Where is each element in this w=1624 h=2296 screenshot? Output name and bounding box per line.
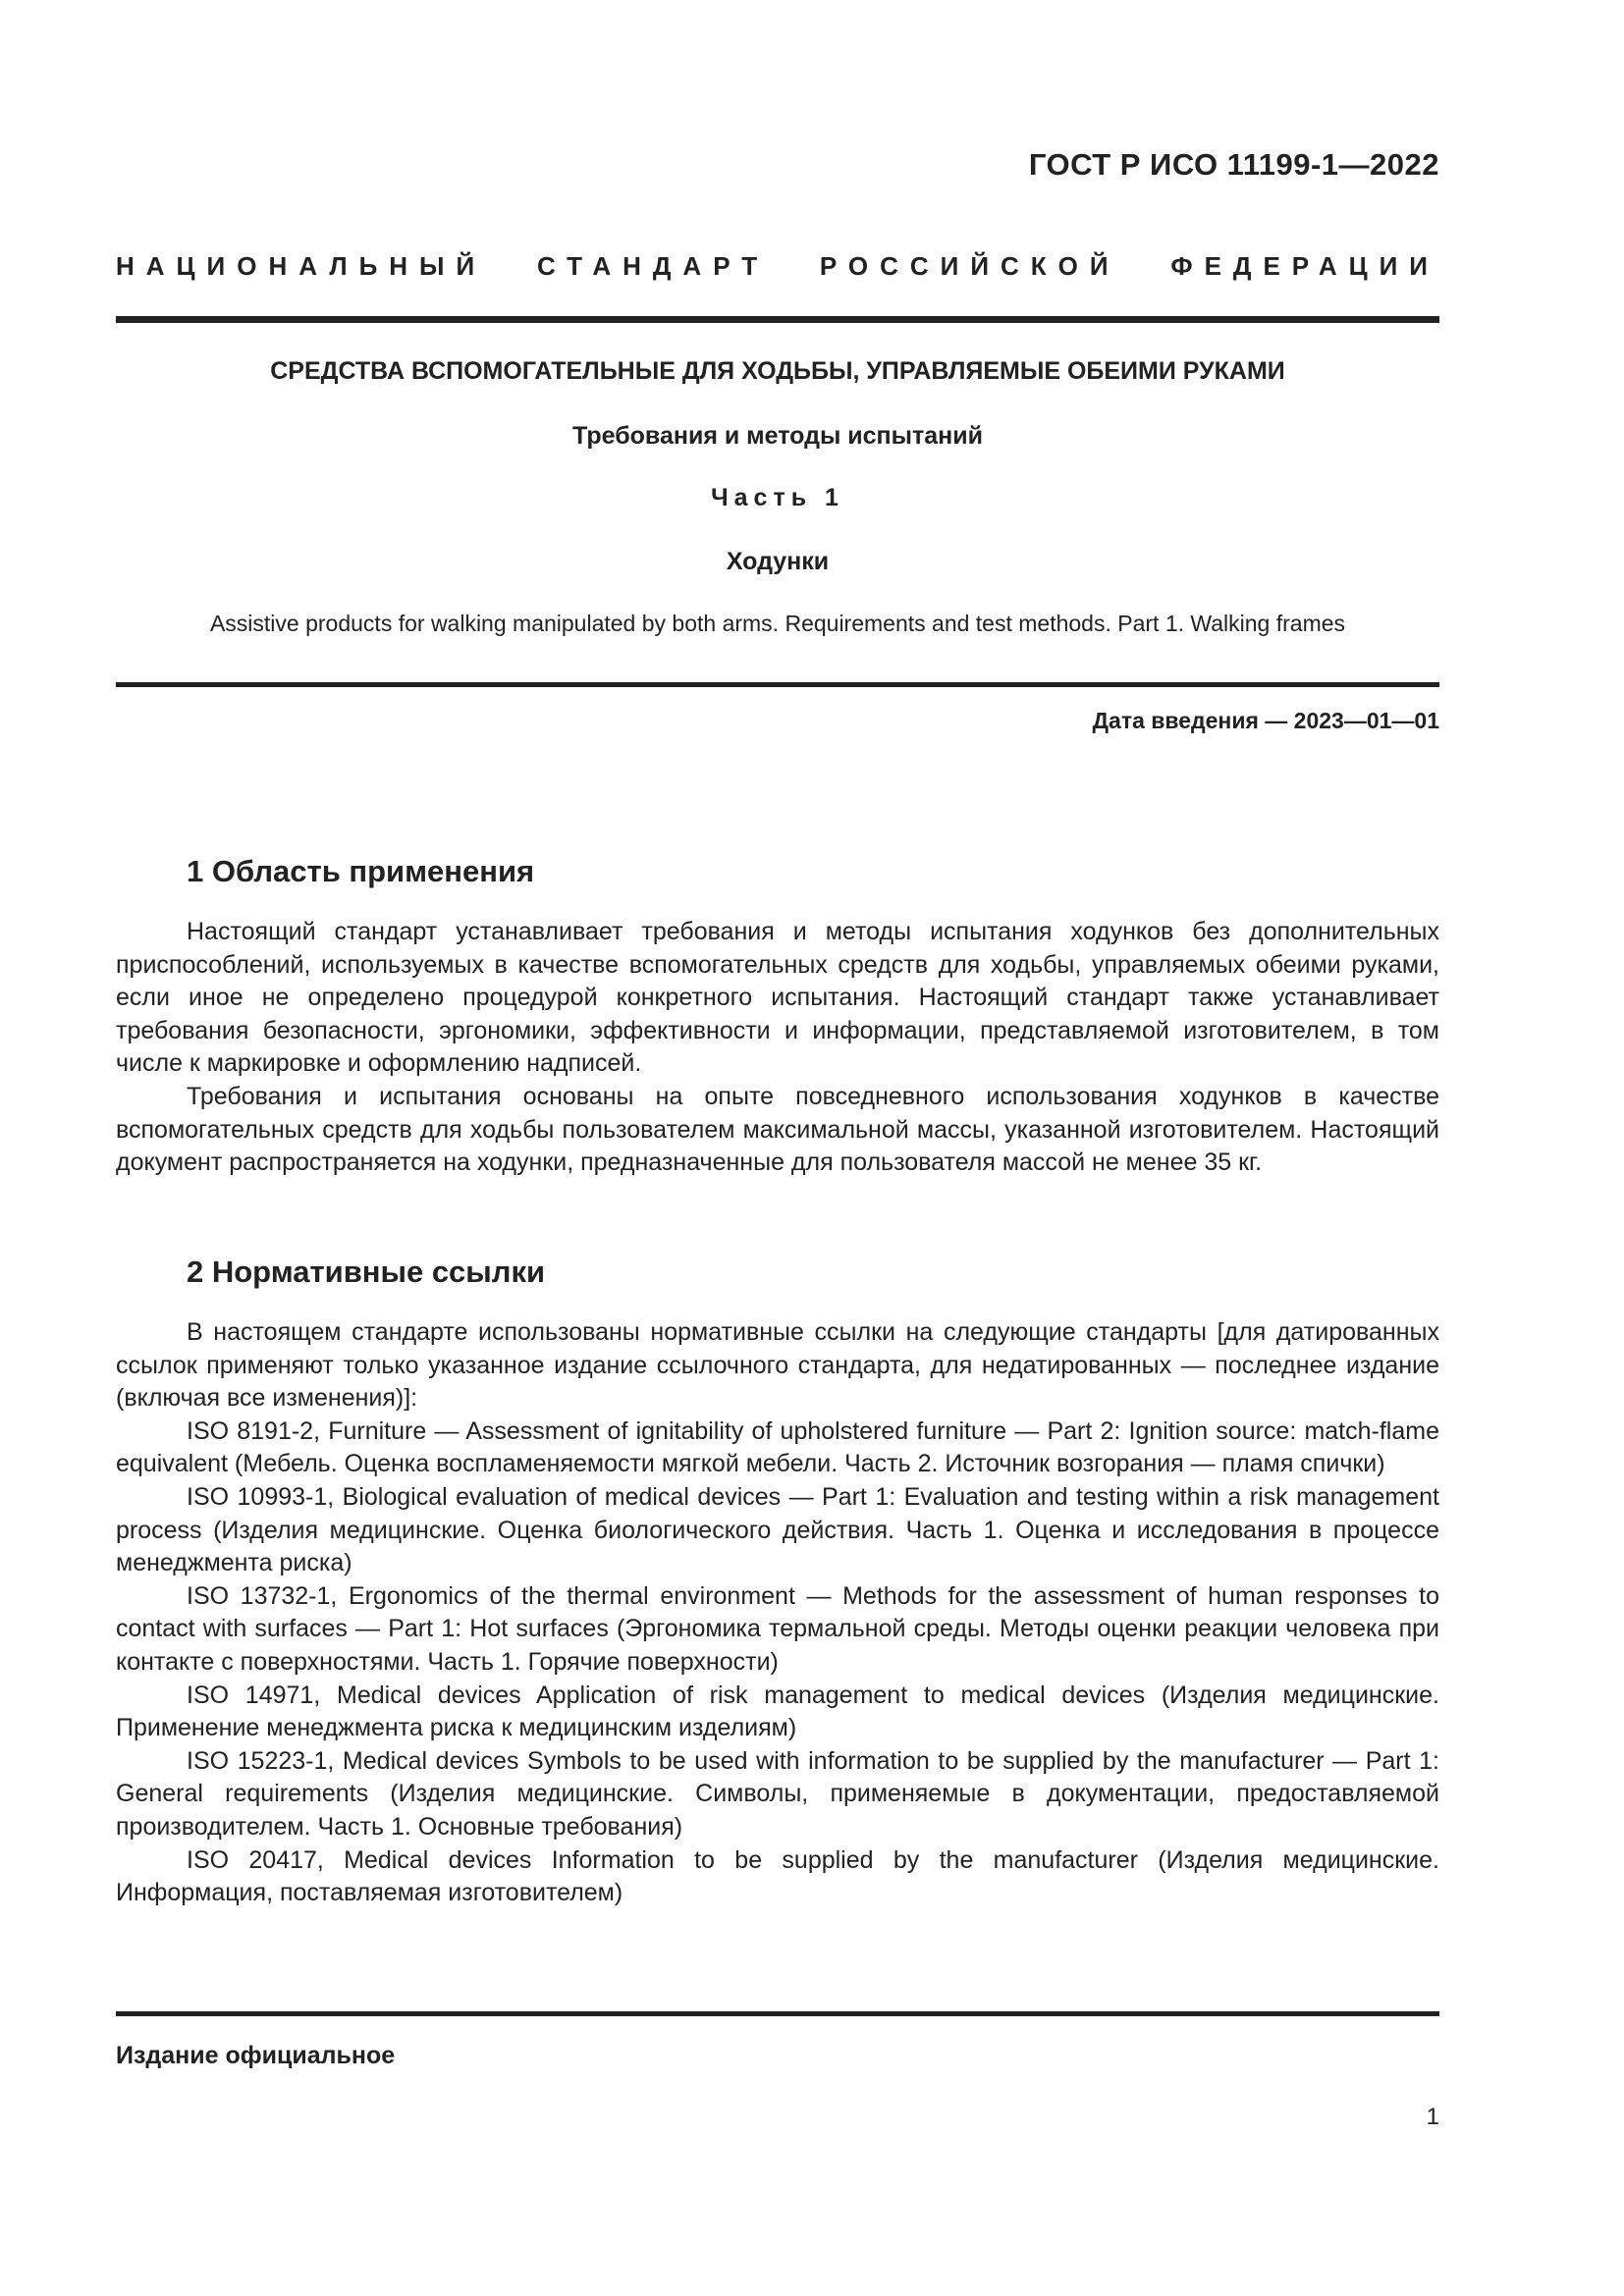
section-heading-normative-references: 2 Нормативные ссылки (187, 1255, 546, 1289)
reference-item: ISO 10993-1, Biological evaluation of medical devices — Part 1: Evaluation and testing within a risk management process (Изделия медицинские. Оценка биологического действия. Часть 1. Оценка и исследования в процессе менеджмента риска) (116, 1482, 1439, 1577)
introduction-date: Дата введения — 2023—01—01 (1092, 708, 1439, 733)
footer-divider (116, 2011, 1439, 2016)
english-title: Assistive products for walking manipulated by both arms. Requirements and test methods. Part 1. Walking frames (209, 611, 1346, 636)
title-divider (116, 682, 1439, 687)
header-divider (116, 316, 1439, 323)
reference-item: ISO 8191-2, Furniture — Assessment of ignitability of upholstered furniture — Part 2: Ignition source: match-flame equivalent (Мебель. Оценка воспламеняемости мягкой мебели. Часть 2. Источник возгорания — пламя спички) (116, 1416, 1439, 1478)
document-code: ГОСТ Р ИСО 11199-1—2022 (1028, 147, 1439, 182)
part-label: Часть 1 (711, 484, 844, 511)
paragraph: Требования и испытания основаны на опыте повседневного использования ходунков в качестве вспомогательных средств для ходьбы пользователем максимальной массы, указанной изготовителем. Настоящий документ распространяется на ходунки, предназначенные для пользователя массой не менее 35 кг. (116, 1082, 1439, 1177)
reference-item: ISO 20417, Medical devices Information to be supplied by the manufacturer (Изделия медицинские. Информация, поставляемая изготовителем) (116, 1845, 1439, 1907)
section-heading-scope: 1 Область применения (187, 854, 535, 888)
paragraph: В настоящем стандарте использованы нормативные ссылки на следующие стандарты [для датированных ссылок применяют только указанное издание ссылочного стандарта, для недатированных — последнее издание (включая все изменения)]: (116, 1318, 1439, 1413)
part-name: Ходунки (726, 548, 830, 575)
reference-item: ISO 13732-1, Ergonomics of the thermal environment — Methods for the assessment of human responses to contact with surfaces — Part 1: Hot surfaces (Эргономика термальной среды. Методы оценки реакции человека при контакте с поверхностями. Часть 1. Горячие поверхности) (116, 1581, 1439, 1676)
standard-title: СРЕДСТВА ВСПОМОГАТЕЛЬНЫЕ ДЛЯ ХОДЬБЫ, УПРАВЛЯЕМЫЕ ОБЕИМИ РУКАМИ (270, 357, 1285, 385)
official-edition-label: Издание официальное (116, 2042, 396, 2069)
standard-subtitle: Требования и методы испытаний (572, 422, 983, 450)
page-number: 1 (1426, 2104, 1439, 2130)
reference-item: ISO 14971, Medical devices Application of risk management to medical devices (Изделия медицинские. Применение менеджмента риска к медицинским изделиям) (116, 1681, 1439, 1742)
paragraph: Настоящий стандарт устанавливает требования и методы испытания ходунков без дополнительных приспособлений, используемых в качестве вспомогательных средств для ходьбы, управляемых обеими руками, если иное не определено процедурой конкретного испытания. Настоящий стандарт также устанавливает требования безопасности, эргономики, эффективности и информации, представляемой изготовителем, в том числе к маркировке и оформлению надписей. (116, 918, 1439, 1078)
reference-item: ISO 15223-1, Medical devices Symbols to be used with information to be supplied by the manufacturer — Part 1: General requirements (Изделия медицинские. Символы, применяемые в документации, предоставляемой производителем. Часть 1. Основные требования) (116, 1746, 1439, 1841)
national-standard-banner: НАЦИОНАЛЬНЫЙ СТАНДАРТ РОССИЙСКОЙ ФЕДЕРАЦИИ (116, 251, 1439, 281)
section-body-normative-references (116, 1316, 1439, 1910)
section-body-scope (116, 916, 1439, 1180)
